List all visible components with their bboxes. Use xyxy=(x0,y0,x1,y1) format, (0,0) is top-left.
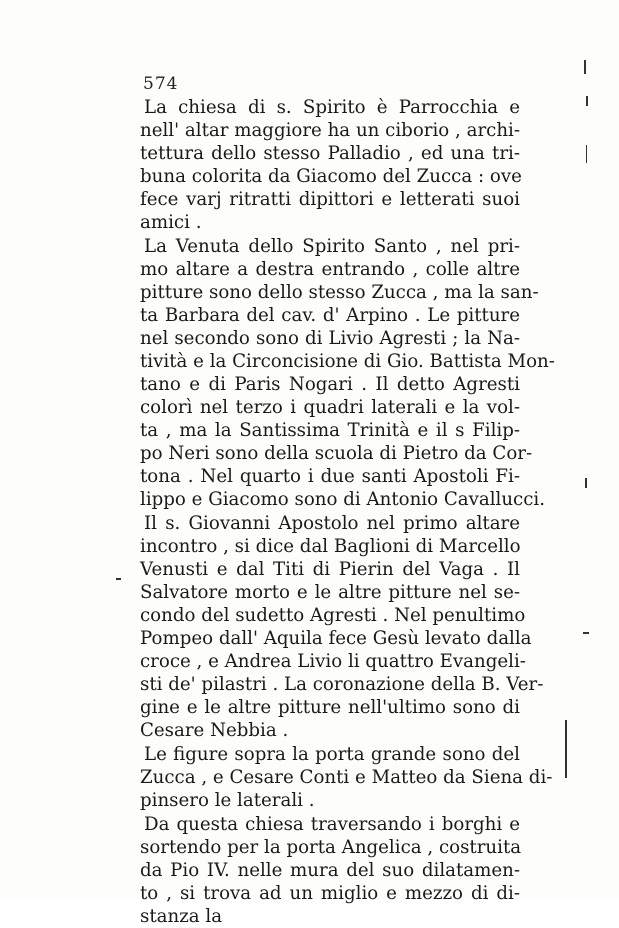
paragraph xyxy=(140,96,520,234)
text-line: Zucca , e Cesare Conti e Matteo da Siena di- xyxy=(140,767,553,788)
scan-edge-mark xyxy=(583,632,589,634)
page-number: 574 xyxy=(143,74,179,94)
text-line: buna colorita da Giacomo del Zucca : ove xyxy=(140,166,522,187)
text-line: Pompeo dall' Aquila fece Gesù levato dalla xyxy=(140,628,532,649)
text-line: Il s. Giovanni Apostolo nel primo altare xyxy=(144,513,520,534)
text-line: Venusti e dal Titi di Pierin del Vaga . Il xyxy=(140,559,520,580)
text-line: croce , e Andrea Livio li quattro Evangeli- xyxy=(140,651,526,672)
text-line: sti de' pilastri . La coronazione della B. Ver- xyxy=(140,674,544,695)
text-line: La chiesa di s. Spirito è Parrocchia e xyxy=(144,97,520,118)
text-line: Le figure sopra la porta grande sono del xyxy=(144,744,520,765)
text-line: ta , ma la Santissima Trinità e il s Filip- xyxy=(140,420,520,441)
scan-edge-mark xyxy=(586,145,587,163)
text-line: fece varj ritratti dipittori e letterati suoi xyxy=(140,189,520,210)
text-line: tettura dello stesso Palladio , ed una tri- xyxy=(140,143,520,164)
text-line: pinsero le laterali . xyxy=(140,790,315,811)
text-line: Cesare Nebbia . xyxy=(140,720,289,741)
scan-edge-mark xyxy=(584,60,586,74)
text-line: colorì nel terzo i quadri laterali e la vol- xyxy=(140,397,520,418)
text-line: Salvatore morto e le altre pitture nel se- xyxy=(140,582,520,603)
text-line: mo altare a destra entrando , colle altre xyxy=(140,259,520,280)
text-line: incontro , si dice dal Baglioni di Marcello xyxy=(140,536,521,557)
scan-edge-mark xyxy=(116,578,121,580)
text-line: nell' altar maggiore ha un ciborio , archi- xyxy=(140,120,520,141)
text-line: La Venuta dello Spirito Santo , nel pri- xyxy=(144,236,520,257)
paragraph xyxy=(140,512,544,742)
paragraph xyxy=(140,743,553,812)
text-line: pitture sono dello stesso Zucca , ma la san- xyxy=(140,282,539,303)
paragraph xyxy=(140,235,555,511)
text-line: to , si trova ad un miglio e mezzo di di- xyxy=(140,883,520,904)
body-text xyxy=(140,96,555,928)
scan-edge-mark xyxy=(585,478,587,488)
paragraph xyxy=(140,813,520,928)
text-line: gine e le altre pitture nell'ultimo sono di xyxy=(140,697,520,718)
text-line: nel secondo sono di Livio Agresti ; la Na- xyxy=(140,328,520,349)
text-line: condo del sudetto Agresti . Nel penultimo xyxy=(140,605,526,626)
text-line: tività e la Circoncisione di Gio. Battista Mon- xyxy=(140,351,555,372)
text-line: po Neri sono della scuola di Pietro da Cor- xyxy=(140,443,533,464)
text-line: tona . Nel quarto i due santi Apostoli Fi- xyxy=(140,466,520,487)
text-line: Da questa chiesa traversando i borghi e xyxy=(144,814,520,835)
text-line: stanza la xyxy=(140,906,223,927)
scan-edge-mark xyxy=(565,720,567,778)
text-line: ta Barbara del cav. d' Arpino . Le pitture xyxy=(140,305,520,326)
text-line: tano e di Paris Nogari . Il detto Agresti xyxy=(140,374,520,395)
text-line: da Pio IV. nelle mura del suo dilatamen- xyxy=(140,860,520,881)
scan-edge-mark xyxy=(586,96,588,106)
text-line: lippo e Giacomo sono di Antonio Cavallucci. xyxy=(140,489,546,510)
text-line: amici . xyxy=(140,212,202,233)
text-line: sortendo per la porta Angelica , costruita xyxy=(140,837,522,858)
